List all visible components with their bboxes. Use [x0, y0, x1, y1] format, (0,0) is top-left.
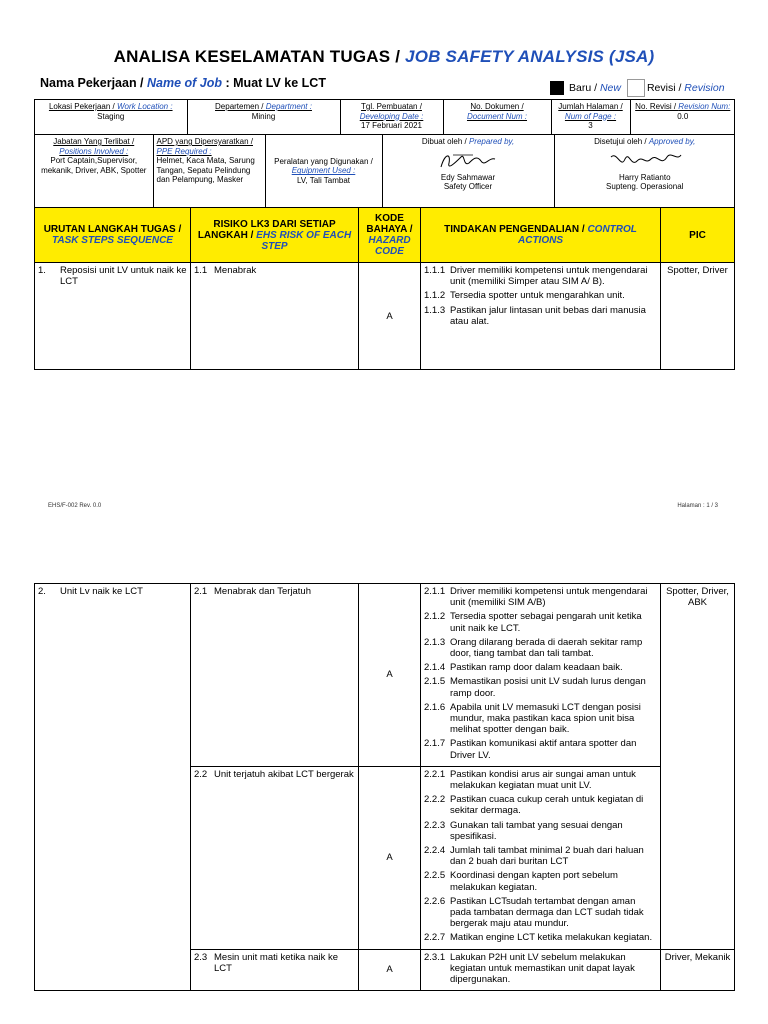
positions-involved-label-id: Jabatan Yang Terlibat /	[53, 137, 135, 146]
control-action-num: 2.2.1	[424, 768, 446, 780]
col-ehs-risk	[191, 208, 359, 263]
prepared-by-label-en: Prepared by,	[468, 137, 515, 146]
ppe-cell	[153, 135, 265, 207]
control-action-item	[424, 870, 657, 892]
num-of-page-cell	[551, 100, 630, 134]
job-sep: :	[222, 76, 234, 90]
ppe-label-en: PPE Required :	[156, 146, 212, 156]
control-action-item	[424, 932, 657, 943]
risk-num: 1.1	[194, 265, 208, 276]
actions-list	[424, 265, 657, 327]
control-action-text: Memastikan posisi unit LV sudah lurus dengan ramp door.	[450, 676, 646, 699]
control-action-text: Lakukan P2H unit LV sebelum melakukan kegiatan untuk memastikan unit dapat layak dipergunakan.	[450, 951, 635, 986]
prepared-by-cell	[382, 135, 554, 207]
step-num: 2.	[38, 586, 46, 597]
col-ehs-risk-en: EHS RISK OF EACH STEP	[256, 229, 352, 252]
document-title	[0, 47, 768, 67]
step-cell	[35, 584, 191, 991]
work-location-label-id: Lokasi Pekerjaan /	[48, 102, 117, 111]
control-action-num: 2.1.2	[424, 611, 446, 623]
new-label-id: Baru /	[569, 82, 600, 94]
control-action-num: 2.2.3	[424, 819, 446, 831]
equipment-cell	[265, 135, 382, 207]
control-action-item	[424, 662, 657, 673]
page-number: Halaman : 1 / 3	[677, 503, 718, 509]
num-of-page-label-en: Num of Page :	[564, 111, 617, 121]
control-action-text: Tersedia spotter sebagai pengarah unit ketika unit naik ke LCT.	[450, 611, 642, 634]
num-of-page-value: 3	[588, 121, 593, 131]
control-action-text: Pastikan LCTsudah tertambat dengan aman pada tambatan dermaga dan LCT sudah tidak bergerak maju atau mundur.	[450, 895, 644, 930]
jsa-table-page1	[34, 99, 735, 370]
info-row-1-cell	[35, 100, 735, 135]
approved-by-name: Harry Ratianto	[618, 172, 671, 182]
developing-date-cell	[340, 100, 443, 134]
control-action-num: 1.1.1	[424, 265, 446, 276]
ppe-label-id: APD yang Dipersyaratkan /	[156, 137, 253, 146]
risk-num: 2.1	[194, 586, 208, 597]
developing-date-label-id: Tgl. Pembuatan /	[361, 102, 422, 111]
col-control-actions-id: TINDAKAN PENGENDALIAN /	[444, 224, 588, 235]
control-action-num: 2.2.7	[424, 932, 446, 944]
new-label-en: New	[599, 82, 621, 94]
actions-list	[424, 769, 657, 944]
job-name-line	[40, 76, 326, 90]
control-action-text: Pastikan cuaca cukup cerah untuk kegiatan di sekitar dermaga.	[450, 794, 644, 817]
title-id: ANALISA KESELAMATAN TUGAS /	[113, 47, 406, 66]
equipment-value: LV, Tali Tambat	[296, 175, 351, 185]
risk-text: Menabrak dan Terjatuh	[214, 586, 311, 597]
title-en: JOB SAFETY ANALYSIS (JSA)	[405, 47, 655, 66]
num-of-page-label	[558, 102, 622, 121]
job-value: Muat LV ke LCT	[233, 76, 326, 90]
col-control-actions-en: CONTROL ACTIONS	[518, 224, 637, 246]
control-action-num: 2.1.5	[424, 676, 446, 688]
revision-label-id: Revisi /	[646, 82, 685, 94]
hazard-cell: A	[359, 263, 421, 370]
table-row	[35, 263, 735, 370]
actions-cell	[421, 263, 661, 370]
status-checkboxes	[550, 79, 725, 97]
control-action-num: 2.1.4	[424, 662, 446, 674]
control-action-item	[424, 676, 657, 698]
prepared-by-role: Safety Officer	[443, 182, 493, 192]
step-num: 1.	[38, 265, 46, 276]
hazard-cell: A	[359, 766, 421, 949]
developing-date-label-en: Developing Date :	[359, 111, 424, 121]
prepared-by-name: Edy Sahmawar	[440, 172, 496, 182]
work-location-label-en: Work Location :	[116, 102, 173, 111]
control-action-text: Pastikan ramp door dalam keadaan baik.	[450, 662, 623, 674]
control-action-item	[424, 305, 657, 327]
ppe-value: Helmet, Kaca Mata, Sarung Tangan, Sepatu Pelindung dan Pelampung, Masker	[156, 156, 255, 185]
control-action-item	[424, 586, 657, 608]
hazard-cell: A	[359, 584, 421, 767]
equipment-label-id: Peralatan yang Digunakan /	[274, 156, 373, 166]
approved-signature	[605, 149, 685, 173]
department-value: Mining	[251, 111, 276, 121]
step-item	[38, 265, 187, 287]
control-action-item	[424, 952, 657, 986]
step-cell	[35, 263, 191, 370]
step-text: Reposisi unit LV untuk naik ke LCT	[60, 265, 187, 288]
control-action-num: 2.1.3	[424, 636, 446, 648]
jsa-table-page2	[34, 583, 735, 991]
risk-cell	[191, 584, 359, 767]
col-ehs-risk-id: RISIKO LK3 DARI SETIAP LANGKAH /	[197, 218, 336, 241]
col-pic: PIC	[661, 208, 735, 263]
risk-item	[194, 265, 355, 276]
document-num-label-id: No. Dokumen /	[470, 102, 524, 111]
control-action-item	[424, 290, 657, 301]
control-action-item	[424, 702, 657, 736]
control-action-item	[424, 637, 657, 659]
pic-cell: Spotter, Driver, ABK	[661, 584, 735, 950]
pic-cell: Spotter, Driver	[661, 263, 735, 370]
risk-cell	[191, 766, 359, 949]
col-hazard-code	[359, 208, 421, 263]
positions-involved-value: Port Captain,Supervisor, mekanik, Driver, ABK, Spotter	[41, 156, 147, 175]
risk-num: 2.3	[194, 951, 208, 963]
actions-list	[424, 586, 657, 761]
info-row-2-cell	[35, 135, 735, 208]
control-action-item	[424, 265, 657, 287]
prepared-signature	[433, 149, 503, 173]
risk-cell	[191, 263, 359, 370]
revision-num-label-en: Revision Num:	[678, 102, 731, 111]
positions-involved-label	[53, 137, 134, 156]
positions-involved-cell	[35, 135, 153, 207]
positions-involved-label-en: Positions Involved :	[59, 146, 129, 156]
department-cell	[187, 100, 340, 134]
pic-cell: Driver, Mekanik	[661, 949, 735, 991]
control-action-item	[424, 896, 657, 930]
approved-by-label-id: Disetujui oleh /	[594, 137, 649, 146]
actions-cell	[421, 766, 661, 949]
control-action-num: 2.1.1	[424, 586, 446, 597]
control-action-item	[424, 820, 657, 842]
col-hazard-code-en: HAZARD CODE	[368, 235, 411, 257]
col-task-steps	[35, 208, 191, 263]
department-label	[215, 102, 312, 111]
hazard-cell: A	[359, 949, 421, 991]
step-text: Unit Lv naik ke LCT	[60, 586, 143, 597]
ppe-label	[157, 137, 254, 156]
info-row-1-inner	[35, 100, 735, 134]
prepared-by-label-id: Dibuat oleh /	[421, 137, 469, 146]
col-control-actions	[421, 208, 661, 263]
actions-list	[424, 952, 657, 986]
department-label-en: Department :	[265, 102, 312, 111]
revision-label-en: Revision	[684, 82, 725, 94]
control-action-item	[424, 794, 657, 816]
control-action-item	[424, 845, 657, 867]
control-action-text: Apabila unit LV memasuki LCT dengan posisi mundur, maka pastikan kaca spion unit bisa melihat spotter dengan baik.	[450, 701, 641, 736]
col-task-steps-en: TASK STEPS SEQUENCE	[52, 235, 173, 246]
approved-by-label-en: Approved by,	[648, 137, 696, 146]
risk-text: Unit terjatuh akibat LCT bergerak	[214, 768, 354, 780]
control-action-num: 2.2.6	[424, 895, 446, 907]
risk-text: Menabrak	[214, 265, 257, 276]
control-action-text: Koordinasi dengan kapten port sebelum melakukan kegiatan.	[450, 870, 618, 893]
risk-item	[194, 952, 355, 974]
work-location-label	[49, 102, 173, 111]
table-row	[35, 584, 735, 767]
form-code: EHS/F-002 Rev. 0.0	[48, 503, 102, 509]
developing-date-value: 17 Februari 2021	[361, 121, 422, 131]
control-action-text: Tersedia spotter untuk mengarahkan unit.	[450, 290, 625, 302]
job-label: Nama Pekerjaan /	[40, 76, 148, 90]
approved-by-role: Supteng. Operasional	[606, 182, 684, 192]
risk-cell	[191, 949, 359, 991]
risk-text: Mesin unit mati ketika naik ke LCT	[214, 951, 339, 974]
control-action-text: Gunakan tali tambat yang sesuai dengan spesifikasi.	[450, 819, 623, 842]
new-checkbox[interactable]	[550, 81, 564, 95]
document-num-label	[467, 102, 527, 121]
control-action-num: 2.2.2	[424, 794, 446, 806]
control-action-item	[424, 769, 657, 791]
revision-num-cell	[630, 100, 735, 134]
control-action-text: Driver memiliki kompetensi untuk mengendarai unit (memiliki Simper atau SIM A/ B).	[450, 265, 648, 288]
control-action-text: Pastikan komunikasi aktif antara spotter dan Driver LV.	[450, 738, 637, 761]
control-action-text: Matikan engine LCT ketika melakukan kegiatan.	[450, 932, 653, 944]
control-action-item	[424, 738, 657, 760]
equipment-label-en: Equipment Used :	[291, 166, 356, 176]
new-label	[569, 82, 621, 94]
job-label-en: Name of Job	[147, 76, 223, 90]
risk-item	[194, 769, 355, 780]
department-label-id: Departemen /	[215, 102, 266, 111]
info-row-2	[35, 135, 735, 208]
control-action-item	[424, 611, 657, 633]
risk-num: 2.2	[194, 768, 208, 780]
work-location-value: Staging	[97, 111, 125, 121]
control-action-num: 2.2.5	[424, 870, 446, 882]
info-row-2-inner	[35, 135, 735, 207]
revision-num-label	[635, 102, 730, 111]
control-action-text: Pastikan jalur lintasan unit bebas dari manusia atau alat.	[450, 304, 646, 327]
document-num-label-en: Document Num :	[466, 111, 528, 121]
control-action-text: Driver memiliki kompetensi untuk mengendarai unit (memiliki SIM A/B)	[450, 586, 648, 609]
control-action-num: 1.1.3	[424, 304, 446, 316]
revision-num-value: 0.0	[677, 111, 689, 121]
control-action-num: 2.2.4	[424, 845, 446, 857]
control-action-num: 2.1.6	[424, 701, 446, 713]
control-action-num: 2.1.7	[424, 738, 446, 750]
col-task-steps-id: URUTAN LANGKAH TUGAS /	[43, 224, 182, 235]
control-action-text: Jumlah tali tambat minimal 2 buah dari haluan dan 2 buah dari buritan LCT	[450, 845, 644, 868]
document-num-cell	[443, 100, 551, 134]
col-hazard-code-id: KODE BAHAYA /	[366, 213, 413, 235]
revision-checkbox[interactable]	[627, 79, 645, 97]
risk-item	[194, 586, 355, 597]
control-action-text: Orang dilarang berada di daerah sekitar ramp door, tiang tambat dan tali tambat.	[450, 636, 643, 660]
step-item	[38, 586, 187, 597]
actions-cell	[421, 949, 661, 991]
revision-label	[647, 82, 725, 94]
num-of-page-label-id: Jumlah Halaman /	[558, 102, 623, 111]
approved-by-cell	[554, 135, 735, 207]
revision-num-label-id: No. Revisi /	[635, 102, 679, 111]
info-row-1	[35, 100, 735, 135]
column-header-row	[35, 208, 735, 263]
control-action-num: 1.1.2	[424, 290, 446, 302]
control-action-num: 2.3.1	[424, 951, 446, 963]
developing-date-label	[360, 102, 424, 121]
control-action-text: Pastikan kondisi arus air sungai aman untuk melakukan kegiatan muat unit LV.	[450, 768, 636, 792]
work-location-cell	[35, 100, 187, 134]
actions-cell	[421, 584, 661, 767]
